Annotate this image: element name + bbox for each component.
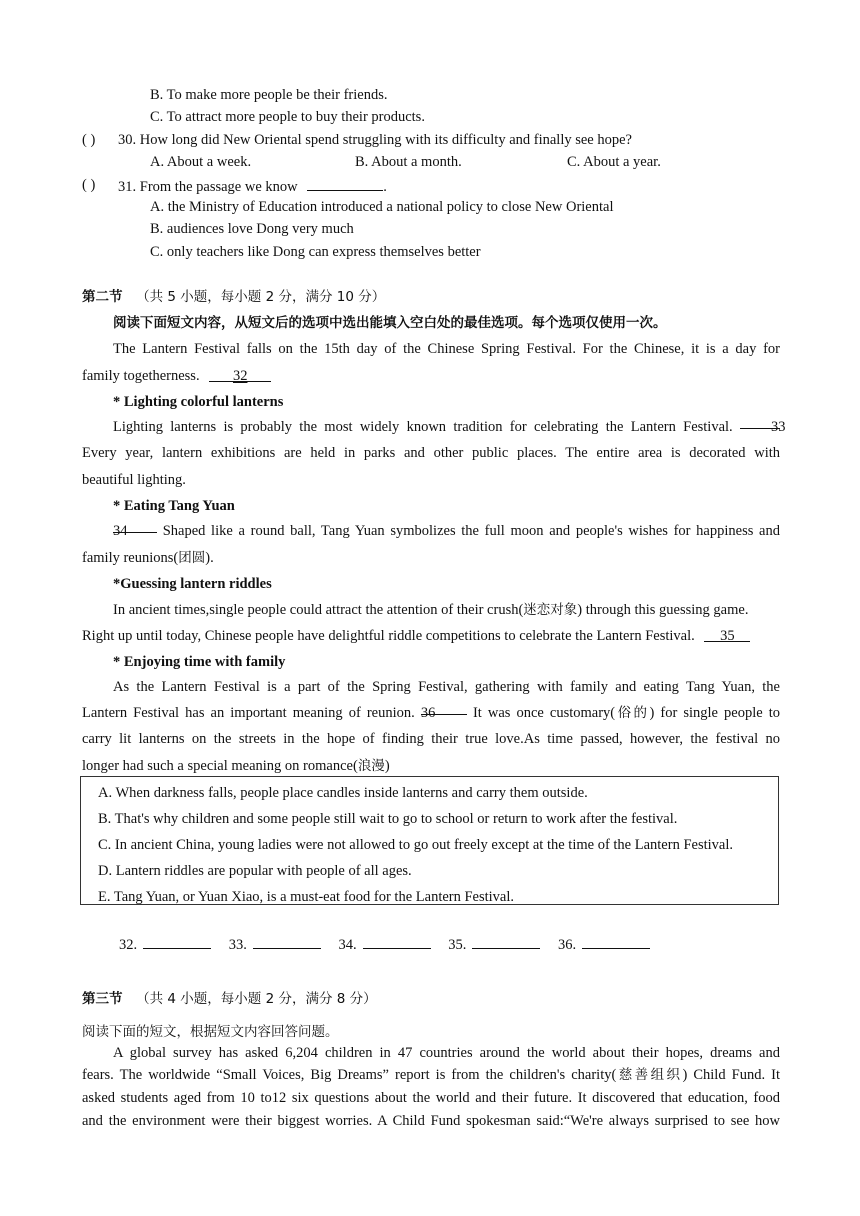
para3-line1-cn: 迷恋对象 [523,602,578,618]
q30-stem: 30. How long did New Oriental spend struggling with its difficulty and finally see hope? [118,132,632,148]
para4-line4-cn: 浪漫 [357,758,385,774]
blank-35-number: 35 [720,628,735,644]
para1-line2: Every year, lantern exhibitions are held in parks and other public places. The entire area is decorated with [82,445,780,461]
section2-header [82,288,385,306]
para2-line2 [82,549,214,567]
q29-option-b: B. To make more people be their friends. [150,87,388,103]
para4-line2-cn: 俗的 [615,705,650,721]
para4-line4 [82,757,390,775]
para3-line1-b: ) through this guessing game. [577,602,749,618]
para4-line3: carry lit lanterns on the streets in the hope of finding their true love.As time passed, however, the festival no [82,731,780,747]
section2-intro-line1: The Lantern Festival falls on the 15th day of the Chinese Spring Festival. For the Chinese, it is a day for [113,341,780,357]
para4-line4-a: longer had such a special meaning on romance( [82,758,358,774]
para1-line3: beautiful lighting. [82,472,186,488]
option-d: D. Lantern riddles are popular with people of all ages. [98,863,412,879]
answer-34-blank[interactable] [363,934,431,949]
q31-option-c: C. only teachers like Dong can express themselves better [150,244,481,260]
option-b: B. That's why children and some people still wait to go to school or return to work after the festival. [98,811,678,827]
section3-para-line1: A global survey has asked 6,204 children in 47 countries around the world about their hopes, dreams and [113,1045,780,1061]
answer-35-label: 35. [448,937,467,953]
blank-32[interactable] [209,367,271,382]
q29-option-c: C. To attract more people to buy their products. [150,109,425,125]
section3-line2-a: fears. The worldwide “Small Voices, Big Dreams” report is from the children's charity( [82,1067,617,1083]
section2-title: 第二节 [82,289,123,305]
q31-stem-end: . [383,179,387,195]
para4-line2-c: ) for single people to [649,705,781,721]
answer-33-label: 33. [228,937,247,953]
para3-line1-a: In ancient times,single people could attract the attention of their crush( [113,602,524,618]
blank-36-number: 36 [420,705,436,721]
heading-lantern-riddles: *Guessing lantern riddles [113,576,272,592]
para4-line2-b: It was once customary( [472,705,616,721]
para2-line2-cn: 团圆 [178,550,206,566]
para2-line2-b: ). [205,550,214,566]
section3-para-line4: and the environment were their biggest worries. A Child Fund spokesman said:“We're always surprised to see how [82,1113,780,1129]
answer-32-label: 32. [119,937,138,953]
option-c: C. In ancient China, young ladies were not allowed to go out freely except at the time of the Lantern Festival. [98,837,733,853]
q31-stem: 31. From the passage we know [118,179,298,195]
option-e: E. Tang Yuan, or Yuan Xiao, is a must-eat food for the Lantern Festival. [98,889,515,905]
blank-34[interactable] [113,518,157,539]
para4-line4-b: ) [384,758,390,774]
answer-33 [229,934,321,954]
heading-family-time: * Enjoying time with family [113,654,286,670]
q31-answer-paren[interactable]: ( ) [82,177,96,193]
intro-text: family togetherness. [82,368,200,384]
para2-line1-text: Shaped like a round ball, Tang Yuan symbolizes the full moon and people's wishes for happiness and [162,523,780,539]
blank-33[interactable] [740,414,786,435]
section3-line2-b: ) Child Fund. It [682,1067,780,1083]
section3-meta: （共 4 小题，每小题 2 分，满分 8 分） [136,991,377,1007]
para3-line2-text: Right up until today, Chinese people have delightful riddle competitions to celebrate the Lantern Festival. [82,628,695,644]
section2-instruction: 阅读下面短文内容，从短文后的选项中选出能填入空白处的最佳选项。每个选项仅使用一次。 [113,315,667,331]
answer-32-blank[interactable] [143,934,211,949]
para4-line2 [82,700,780,726]
section3-header [82,990,377,1008]
para3-line1 [113,601,748,619]
para1-line1-text: Lighting lanterns is probably the most widely known tradition for celebrating the Lantern Festival. [113,419,733,435]
para2-line1 [113,518,780,544]
answer-34 [339,934,431,954]
heading-lighting-lanterns: * Lighting colorful lanterns [113,394,284,410]
q31-stem-line [118,176,387,196]
answer-32 [119,934,211,954]
section3-title: 第三节 [82,991,123,1007]
answer-35-blank[interactable] [472,934,540,949]
para4-line1: As the Lantern Festival is a part of the Spring Festival, gathering with family and eating Tang Yuan, the [113,679,780,695]
blank-32-number: 32 [232,368,248,384]
q30-answer-paren[interactable]: ( ) [82,132,96,148]
para1-line1 [82,414,786,440]
answer-36-label: 36. [558,937,577,953]
heading-tang-yuan: * Eating Tang Yuan [113,498,235,514]
section2-intro-line2 [82,367,271,385]
blank-36[interactable] [420,700,467,721]
q31-blank[interactable] [307,176,383,191]
q31-option-b: B. audiences love Dong very much [150,221,354,237]
section3-para-line3: asked students aged from 10 to12 six questions about the world and their future. It discovered that education, food [82,1090,780,1106]
answer-36-blank[interactable] [582,934,650,949]
answer-row [119,934,664,954]
q30-option-a: A. About a week. [150,154,252,170]
q30-option-b: B. About a month. [355,154,462,170]
para2-line2-a: family reunions( [82,550,179,566]
blank-33-number: 33 [771,419,786,435]
section3-instruction: 阅读下面的短文，根据短文内容回答问题。 [82,1024,339,1040]
section3-line2-cn: 慈善组织 [616,1067,683,1083]
q31-option-a: A. the Ministry of Education introduced a national policy to close New Oriental [150,199,614,215]
q30-option-c: C. About a year. [567,154,661,170]
blank-34-number: 34 [113,523,128,539]
para3-line2 [82,627,750,645]
answer-34-label: 34. [338,937,357,953]
section3-para-line2 [82,1064,780,1086]
answer-33-blank[interactable] [253,934,321,949]
section2-meta: （共 5 小题，每小题 2 分，满分 10 分） [136,289,386,305]
answer-36 [558,934,650,954]
option-a: A. When darkness falls, people place candles inside lanterns and carry them outside. [98,785,588,801]
options-box [80,776,779,905]
blank-35[interactable] [704,627,750,642]
para4-line2-a: Lantern Festival has an important meaning of reunion. [82,705,415,721]
answer-35 [448,934,540,954]
